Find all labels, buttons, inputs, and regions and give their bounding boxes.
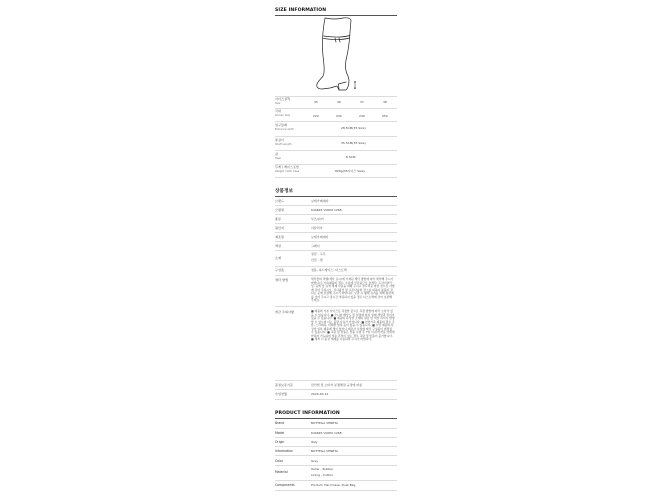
components-value: 정품, 하드케이스, 더스트백 [311,268,347,272]
model-label: 모델명 [275,208,284,212]
pi-row-value: Grey [311,459,319,463]
shaft-length-label-ko: 통길이 [275,138,284,142]
import-date-value: 2024-03-12 [311,392,329,396]
color-value: 그레이 [311,244,320,248]
table-divider [275,96,397,97]
weight-label-en: Weight / with Case [275,169,300,173]
material-line: 안감 - 면 [311,258,323,262]
weight-label [275,166,299,173]
pi-row-label: Material [275,470,288,474]
product-information-title: PRODUCT INFORMATION [275,411,340,416]
section-divider [275,196,397,197]
product-detail-title: 상품정보 [275,189,294,194]
material-line: 겉감 - 고무 [311,252,326,256]
material-label: 소재 [275,256,281,260]
table-divider [275,250,397,251]
table-divider [275,214,397,215]
table-divider [275,177,397,178]
heel-value: 6.5CM [346,155,356,159]
table-divider [275,490,397,491]
pi-material-line: Outer - Rubber [311,467,334,471]
pi-row-label: Information [275,449,293,453]
korean-size-label-en: Korean Size [275,113,291,117]
category-value: 부츠/워커 [311,217,324,221]
table-divider [275,205,397,206]
section-divider [275,418,397,419]
pi-row-label: Brand [275,421,285,425]
pi-row-label: Origin [275,440,285,444]
korean-size-row-label [275,110,290,117]
product-detail-column [275,0,397,500]
size-row-label [275,98,290,105]
size-label-en: Size [275,101,281,105]
size-label-ko: 사이즈 (IT) [275,97,291,101]
color-label: 색상 [275,244,281,248]
table-divider [275,306,397,307]
table-divider [275,223,397,224]
components-label: 구성품 [275,268,284,272]
pi-row-label: Components [275,483,295,487]
table-divider [275,455,397,456]
pi-row-label: Model [275,431,285,435]
table-divider [275,446,397,447]
table-divider [275,241,397,242]
origin-value: 이탈리아 [311,226,323,230]
manufacturer-label: 제조원 [275,235,284,239]
table-divider [275,108,397,109]
caution-text: ■ 제품의 기본 사이즈로 측정한 값으로 측정 방법에 따라 오차가 있을 수 있습니다. ■ 모니터 해상도 및 설정에 따라 실제 색상과 차이가 있을 수 있습니다. ■ 제품의 특성상 소재의 질감 및 색상 차이가 발생할 수 있으며 이는 불량 사유가 아닙니다. ■ 천연가죽 제품의 경우 주름, 스크래치, 미세한 얼룩 등이 있을 수 있습니다. ■ 수입 제품의 특성상 일부 제품에 택이 없거나 제조사 사정에 따라 구성품이 변경될 수 있습니다. ■ 교환 및 반품은 상품 수령 후 7일 이내 미착용 상태에 한하여 가능하며 착용 흔적이 있는 경우 교환 및 반품이 불가합니다. ■ 세척 시 중성 세제를 사용하여 주시기 바랍니다. [311,309,395,342]
pi-row-value: Italy [311,440,318,444]
korean-size-label-ko: 국내 [275,109,281,113]
caution-label: 취급 주의사항 [275,310,294,314]
korean-size-value: 240 [359,114,365,118]
pi-row-value: BOTTEGA VENETA [311,421,338,425]
table-divider [275,150,397,151]
pi-row-value: Product, Hard Case, Dust Bag [311,483,356,487]
origin-label: 원산지 [275,226,284,230]
description-text: 세탁물의 라벨(세탁 표시)에 기재된 세탁 방법에 따라 세탁해 주시기 바랍니다. 가죽제품의 경우, 수분에 민감하므로 물세탁, 드라이클리닝, 표백 및 유색 세제 사용을 피해 주시고 부드러운 마른 천으로 가볍게 닦아 주십시오. 직사광선 및 고온다습한 장소를 피하여 통풍이 잘 되는 곳에 보관해 주시기 바랍니다. 보관 시 형태 유지를 위해 충전재를 넣어 주시고 장시간 착용하지 않을 경우 더스트백에 넣어 보관해 주세요. [311,277,395,303]
shaft-length-value: 35.5CM(35 Size) [341,141,366,145]
table-divider [275,232,397,233]
korean-size-value: 250 [382,114,388,118]
table-divider [275,389,397,390]
boot-illustration-icon [275,0,397,100]
table-divider [275,121,397,122]
size-value: 35 [314,100,318,104]
model-value: 640645 V00P0 1268 [311,208,342,212]
korean-size-value: 230 [336,114,342,118]
pi-row-value: 640645 V00P0 1268 [311,431,342,435]
table-divider [275,465,397,466]
heel-label [275,153,281,160]
weight-label-ko: 무게 / 케이스포함 [275,165,299,169]
warranty-label: 품질보증기준 [275,383,293,387]
manufacturer-value: 보테가베네타 [311,235,329,239]
entrance-girth-label-ko: 입구둘레 [275,123,287,127]
pi-material-line: Lining - Cotton [311,473,334,477]
table-divider [275,380,397,381]
warranty-value: 관련법 및 소비자 분쟁해결 규정에 따름 [311,383,363,387]
table-divider [275,399,397,400]
size-value: 37 [360,100,364,104]
size-value: 36 [337,100,341,104]
table-divider [275,266,397,267]
pi-row-value: BOTTEGA VENETA [311,449,338,453]
table-divider [275,136,397,137]
entrance-girth-label-en: Entrance Girth [275,127,294,131]
pi-row-label: Color [275,459,284,463]
weight-value: 826g(35사이즈 Size) [335,169,365,173]
category-label: 종류 [275,217,281,221]
heel-height-arrow-icon [354,81,356,89]
entrance-girth-value: 28.5CM(35 Size) [341,126,366,130]
size-information-title: SIZE INFORMATION [275,8,327,13]
korean-size-value: 220 [313,114,319,118]
shaft-length-label-en: Shaft Length [275,142,292,146]
heel-label-ko: 굽 [275,152,278,156]
brand-label: 브랜드 [275,199,284,203]
table-divider [275,428,397,429]
description-label: 세탁 방법 [275,278,288,282]
table-divider [275,275,397,276]
import-date-label: 수입연월 [275,392,287,396]
entrance-girth-label [275,124,294,131]
shaft-length-label [275,139,292,146]
heel-label-en: Heel [275,156,281,160]
table-divider [275,437,397,438]
table-divider [275,480,397,481]
size-value: 38 [383,100,387,104]
brand-value: 보테가베네타 [311,199,329,203]
